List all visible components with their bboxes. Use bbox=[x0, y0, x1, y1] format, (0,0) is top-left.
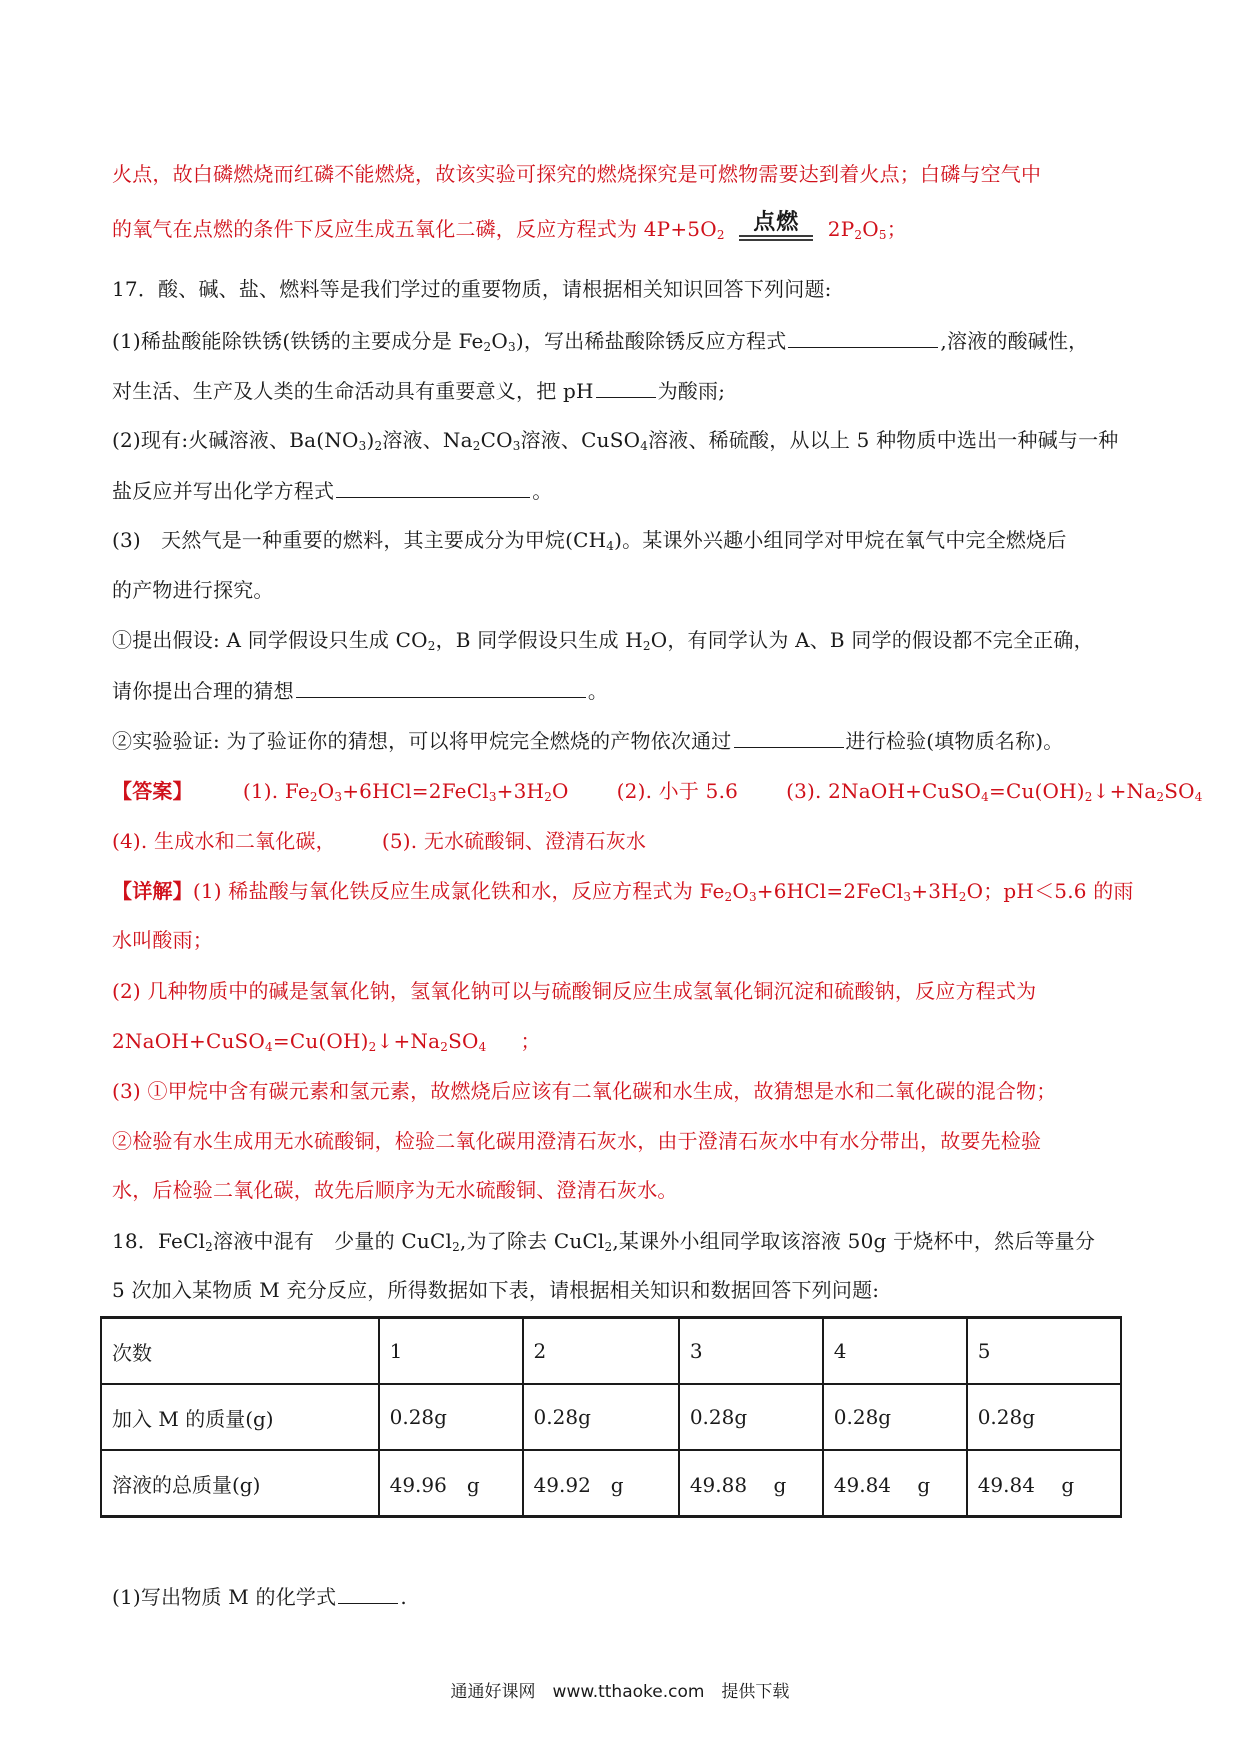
answer-line-2: (4). 生成水和二氧化碳， (5). 无水硫酸铜、澄清石灰水 bbox=[112, 829, 647, 853]
table-cell: 0.28g bbox=[679, 1384, 823, 1450]
answer-blank[interactable] bbox=[336, 475, 530, 498]
detail-line-3: (3) ①甲烷中含有碳元素和氢元素，故燃烧后应该有二氧化碳和水生成，故猜想是水和二氧化碳的混合物； bbox=[112, 1079, 1057, 1103]
table-row bbox=[101, 1384, 1121, 1450]
condition-bar-top bbox=[739, 235, 813, 237]
question-18-title: 18．FeCl$_2$溶液中混有 少量的 CuCl$_2$,为了除去 CuCl$_2$,某课外小组同学取该溶液 50g 于烧杯中，然后等量分 bbox=[112, 1229, 1096, 1254]
answer-tag: 【答案】 bbox=[112, 779, 193, 803]
table-cell: 4 bbox=[823, 1318, 967, 1385]
question-17-part-3-cont: 的产物进行探究。 bbox=[112, 578, 274, 602]
detail-line-2: (2) 几种物质中的碱是氢氧化钠，氢氧化钠可以与硫酸铜反应生成氢氧化铜沉淀和硫酸钠，反应方程式为 bbox=[112, 979, 1037, 1003]
question-17-part-1-cont: 对生活、生产及人类的生命活动具有重要意义，把 pH 为酸雨; bbox=[112, 375, 1132, 406]
table-cell: 49.96 g bbox=[379, 1450, 523, 1517]
table-cell: 3 bbox=[679, 1318, 823, 1385]
reaction-condition-mark bbox=[737, 210, 815, 244]
detail-line-3-cont: ②检验有水生成用无水硫酸铜，检验二氧化碳用澄清石灰水，由于澄清石灰水中有水分带出，故要先检验 bbox=[112, 1129, 1042, 1153]
question-17-part-2-cont: 盐反应并写出化学方程式 。 bbox=[112, 475, 1132, 506]
question-17-part-3: (3) 天然气是一种重要的燃料，其主要成分为甲烷$(CH_4)$。某课外兴趣小组同学对甲烷在氧气中完全燃烧后 bbox=[112, 528, 1067, 553]
page-footer: 通通好课网 www.tthaoke.com 提供下载 bbox=[450, 1682, 790, 1702]
table-cell: 加入 M 的质量(g) bbox=[101, 1384, 379, 1450]
table-cell: 49.84 g bbox=[823, 1450, 967, 1517]
question-18-part-1: (1)写出物质 M 的化学式 . bbox=[112, 1581, 1132, 1612]
table-cell: 5 bbox=[967, 1318, 1121, 1385]
table-header-row bbox=[101, 1318, 1121, 1385]
answer-blank[interactable] bbox=[734, 725, 844, 748]
detail-line-1: 【详解】(1) 稀盐酸与氧化铁反应生成氯化铁和水，反应方程式为 $Fe_2O_3+6HCl=2FeCl_3+3H_2O$；pH＜5.6 的雨 bbox=[112, 879, 1134, 904]
table-cell: 0.28g bbox=[823, 1384, 967, 1450]
answer-line-1: 【答案】 (1). $Fe_2O_3+6HCl=2FeCl_3+3H_2O$ (2). 小于 5.6 (3). $2NaOH+CuSO_4=Cu(OH)_2↓+Na_2SO_4$ bbox=[112, 779, 1203, 804]
detail-tag: 【详解】 bbox=[112, 879, 193, 903]
answer-continuation-line-1: 火点，故白磷燃烧而红磷不能燃烧，故该实验可探究的燃烧探究是可燃物需要达到着火点；白磷与空气中 bbox=[112, 162, 1042, 186]
table-cell: 0.28g bbox=[379, 1384, 523, 1450]
table-cell: 0.28g bbox=[967, 1384, 1121, 1450]
question-17-title: 17．酸、碱、盐、燃料等是我们学过的重要物质，请根据相关知识回答下列问题: bbox=[112, 277, 832, 301]
answer-blank[interactable] bbox=[788, 325, 938, 348]
question-17-part-1: (1)稀盐酸能除铁锈(铁锈的主要成分是 $Fe_2O_3$)，写出稀盐酸除锈反应方程式 ,溶液的酸碱性， bbox=[112, 325, 1132, 356]
question-17-verification: ②实验验证: 为了验证你的猜想，可以将甲烷完全燃烧的产物依次通过 进行检验(填物质名称)。 bbox=[112, 725, 1132, 756]
table-row bbox=[101, 1450, 1121, 1517]
table-cell: 次数 bbox=[101, 1318, 379, 1385]
table-cell: 49.92 g bbox=[523, 1450, 679, 1517]
question-17-hypothesis: ①提出假设: A 同学假设只生成 $CO_2$，B 同学假设只生成 $H_2O$，有同学认为 A、B 同学的假设都不完全正确， bbox=[112, 628, 1094, 653]
answer-continuation-line-2: 的氧气在点燃的条件下反应生成五氧化二磷，反应方程式为 $4P+5O_2$ 点燃 $2P_2O_5$； bbox=[112, 210, 907, 242]
table-cell: 0.28g bbox=[523, 1384, 679, 1450]
answer-blank[interactable] bbox=[296, 675, 586, 698]
ignition-label: 点燃 bbox=[753, 210, 800, 235]
question-17-hypothesis-cont: 请你提出合理的猜想 。 bbox=[112, 675, 1132, 706]
answer-blank[interactable] bbox=[596, 375, 656, 398]
detail-line-3-end: 水，后检验二氧化碳，故先后顺序为无水硫酸铜、澄清石灰水。 bbox=[112, 1178, 678, 1202]
table-cell: 溶液的总质量(g) bbox=[101, 1450, 379, 1517]
table-cell: 49.88 g bbox=[679, 1450, 823, 1517]
question-17-part-2: (2)现有:火碱溶液、$Ba(NO_3)_2$溶液、$Na_2CO_3$溶液、CuSO$_4$溶液、稀硫酸，从以上 5 种物质中选出一种碱与一种 bbox=[112, 428, 1119, 453]
answer-blank[interactable] bbox=[338, 1581, 398, 1604]
data-table bbox=[100, 1316, 1122, 1518]
table-cell: 1 bbox=[379, 1318, 523, 1385]
question-18-title-cont: 5 次加入某物质 M 充分反应，所得数据如下表，请根据相关知识和数据回答下列问题: bbox=[112, 1278, 880, 1302]
detail-line-1-cont: 水叫酸雨； bbox=[112, 928, 213, 952]
table-cell: 49.84 g bbox=[967, 1450, 1121, 1517]
condition-bar-bottom bbox=[739, 239, 813, 241]
table-cell: 2 bbox=[523, 1318, 679, 1385]
detail-line-2-cont: $2NaOH+CuSO_4=Cu(OH)_2↓+Na_2SO_4$ ； bbox=[112, 1029, 541, 1054]
